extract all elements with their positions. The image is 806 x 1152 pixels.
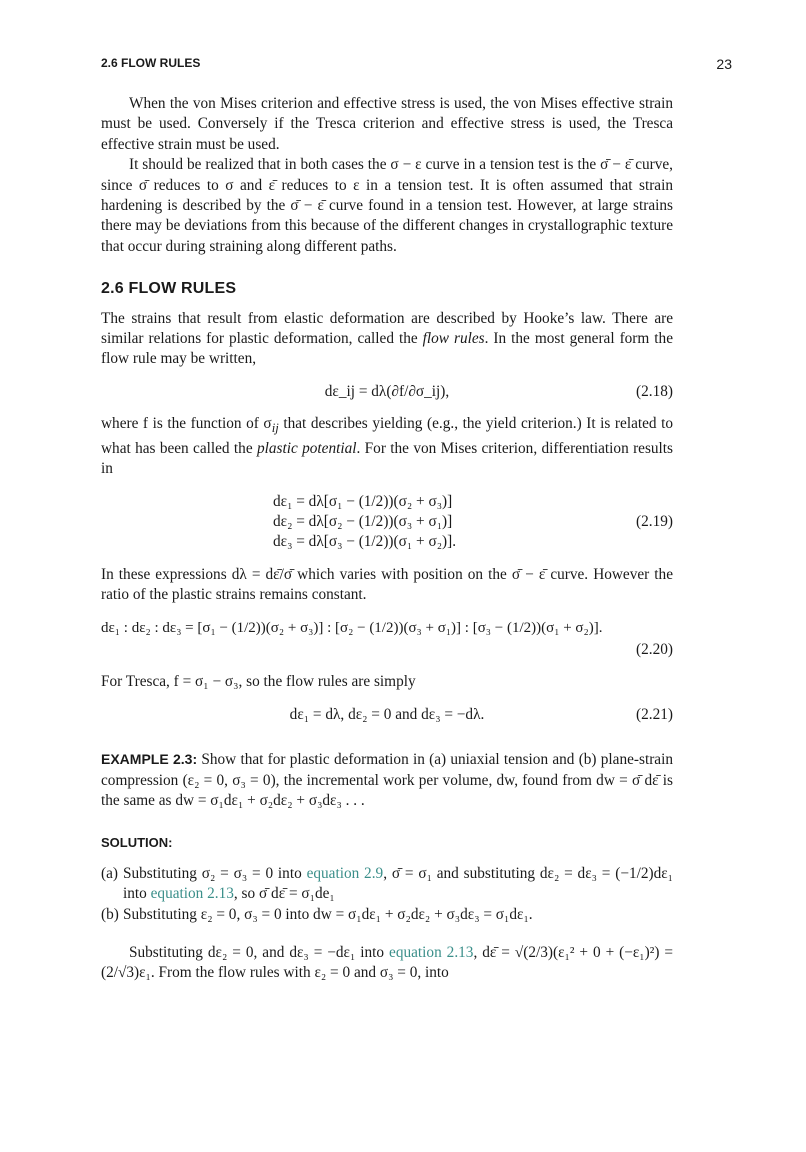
running-head	[101, 56, 732, 70]
paragraph-5: In these expressions dλ = dε̄/σ̄ which varies with position on the σ̄ − ε̄ curve. However the ratio of the plastic strains remains constant.	[101, 565, 673, 604]
page-content	[101, 94, 673, 984]
equation-2-18	[101, 382, 673, 402]
equation-2-18-tag: (2.18)	[636, 382, 673, 400]
solution-part-a	[101, 864, 673, 905]
equation-2-13-link[interactable]: equation 2.13	[150, 885, 234, 903]
running-head-section: 2.6 FLOW RULES	[101, 56, 201, 70]
solution-continuation: Substituting dε₂ = 0, and dε₃ = −dε₁ into equation 2.13, dε̄ = √(2/3)(ε₁² + 0 + (−ε₁)²) = (2/√3)ε₁. From the flow rules with ε₂ = 0 and σ₃ = 0, into	[101, 944, 673, 982]
solution-part-b-text: Substituting ε₂ = 0, σ₃ = 0 into dw = σ₁dε₁ + σ₂dε₂ + σ₃dε₃ = σ₁dε₁.	[123, 905, 533, 923]
equation-2-19	[101, 492, 673, 553]
equation-2-13-link-2[interactable]: equation 2.13	[389, 944, 474, 962]
equation-2-19-tag: (2.19)	[636, 512, 673, 530]
equation-2-18-body: dε_ij = dλ(∂f/∂σ_ij),	[324, 382, 450, 400]
equation-2-20-tag: (2.20)	[636, 640, 673, 658]
example-2-3	[101, 749, 673, 811]
equation-2-21-tag: (2.21)	[636, 705, 673, 723]
solution-part-b-label: (b)	[101, 905, 119, 923]
equation-2-21-body: dε₁ = dλ, dε₂ = 0 and dε₃ = −dλ.	[289, 705, 485, 723]
example-text: Show that for plastic deformation in (a) uniaxial tension and (b) plane-strain compression (ε₂ = 0, σ₃ = 0), the incremental work per volume, dw, found from dw = σ̄ dε̄ is the same as dw = σ₁dε₁ + σ₂dε₂ + σ₃dε₃ . . .	[101, 751, 673, 810]
equation-2-19-line-3: dε₃ = dλ[σ₃ − (1/2))(σ₁ + σ₂)].	[273, 533, 457, 551]
equation-2-21	[101, 705, 673, 725]
solution-heading: SOLUTION:	[101, 835, 173, 851]
equation-2-19-line-1: dε₁ = dλ[σ₁ − (1/2))(σ₂ + σ₃)]	[273, 492, 453, 510]
solution-part-a-text: Substituting σ₂ = σ₃ = 0 into equation 2.9, σ̄ = σ₁ and substituting dε₂ = dε₃ = (−1/2)dε₁ into equation 2.13, so σ̄ dε̄ = σ₁de₁	[123, 864, 673, 903]
example-label: EXAMPLE 2.3:	[101, 751, 198, 768]
paragraph-1: When the von Mises criterion and effective stress is used, the von Mises effective strain must be used. Conversely if the Tresca criterion and effective stress is used, the Tresca effective strain must be used.	[101, 95, 673, 153]
equation-2-9-link[interactable]: equation 2.9	[306, 864, 384, 882]
paragraph-2: It should be realized that in both cases the σ − ε curve in a tension test is the σ̄ − ε̄ curve, since σ̄ reduces to σ and ε̄ reduces to ε in a tension test. It is often assumed that strain hardening is described by the σ̄ − ε̄ curve found in a tension test. However, at large strains there may be deviations from this because of the different changes in crystallographic texture that occur during straining along different paths.	[101, 156, 673, 255]
section-heading: 2.6 FLOW RULES	[101, 280, 237, 298]
paragraph-3: The strains that result from elastic deformation are described by Hooke’s law. There are similar relations for plastic deformation, called the flow rules. In the most general form the flow rule may be written,	[101, 309, 673, 368]
page-number: 23	[716, 56, 732, 72]
solution-part-b	[101, 905, 673, 925]
equation-2-19-line-2: dε₂ = dλ[σ₂ − (1/2))(σ₃ + σ₁)]	[273, 512, 453, 530]
emphasis-plastic-potential: plastic potential	[256, 439, 357, 457]
equation-2-20-body: dε₁ : dε₂ : dε₃ = [σ₁ − (1/2))(σ₂ + σ₃)] : [σ₂ − (1/2))(σ₃ + σ₁)] : [σ₃ − (1/2))(σ₁ + σ₂)].	[101, 619, 603, 636]
paragraph-4: where f is the function of $\sigma_{ij}$ that describes yielding (e.g., the yield criterion.) It is related to what has been called the plastic potential. For the von Mises criterion, differentiation results in	[101, 415, 674, 478]
solution-part-a-label: (a)	[101, 864, 118, 882]
paragraph-6: For Tresca, f = σ₁ − σ₃, so the flow rules are simply	[101, 673, 416, 691]
emphasis-flow-rules: flow rules	[422, 330, 485, 348]
